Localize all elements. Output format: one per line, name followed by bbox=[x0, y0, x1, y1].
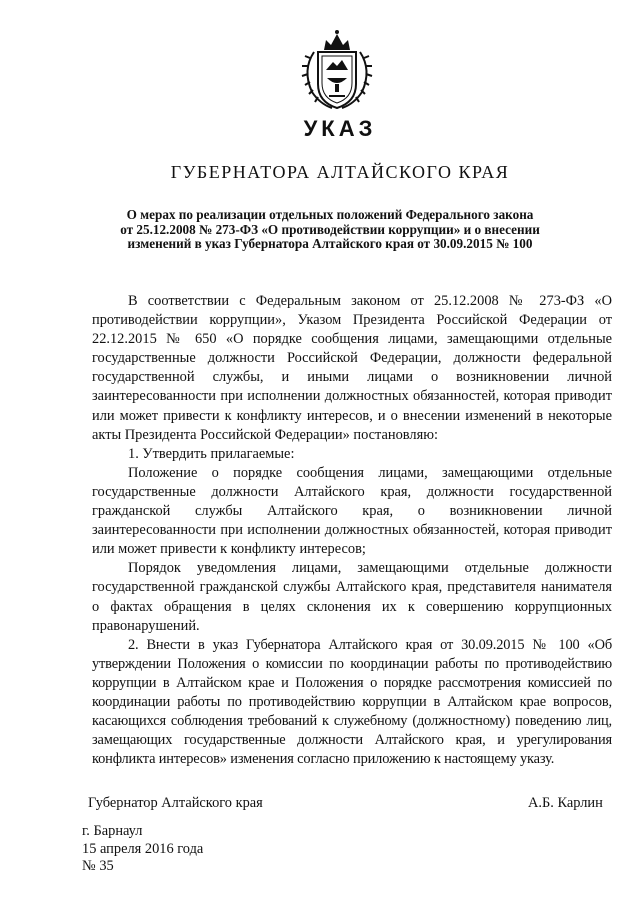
issue-details bbox=[82, 823, 203, 876]
body-item: 1. Утвердить прилагаемые: bbox=[128, 445, 295, 462]
heading-line: от 25.12.2008 № 273-ФЗ «О противодействии коррупции» и о внесении bbox=[120, 221, 540, 237]
body-paragraph: 2. Внести в указ Губернатора Алтайского края от 30.09.2015 № 100 «Об утверждении Положения о комиссии по координации работы по противодействию коррупции в Алтайском крае и Положения о порядке рассмотрения комиссией по координации работы по противодействию коррупции в Алтайском крае вопросов, касающихся соблюдения требований к служебному (должностному) поведению лиц, замещающих государственные должности Алтайского края, и урегулирования конфликта интересов» изменения согласно приложению к настоящему указу. bbox=[92, 636, 612, 768]
body-paragraph: В соответствии с Федеральным законом от 25.12.2008 № 273-ФЗ «О противодействии коррупции», Указом Президента Российской Федерации от 22.12.2015 № 650 «О порядке сообщения лицами, замещающими отдельные государственные должности Российской Федерации, должности федеральной государственной службы, и иными лицами о возникновении личной заинтересованности при исполнении должностных обязанностей, которая приводит или может привести к конфликту интересов, и о внесении изменений в некоторые акты Президента Российской Федерации» постановляю: bbox=[92, 293, 612, 443]
decree-body bbox=[92, 292, 612, 769]
altai-coat-of-arms-icon bbox=[296, 22, 378, 112]
heading-line: О мерах по реализации отдельных положений Федерального закона bbox=[126, 207, 534, 222]
issue-city: г. Барнаул bbox=[82, 823, 143, 839]
document-subtitle: ГУБЕРНАТОРА АЛТАЙСКОГО КРАЯ bbox=[170, 162, 510, 182]
body-paragraph: Порядок уведомления лицами, замещающими отдельные должности государственной гражданской службы Алтайского края, представителя нанимателя о фактах обращения в целях склонения их к совершению коррупционных правонарушений. bbox=[92, 560, 612, 634]
signatory-name: А.Б. Карлин bbox=[528, 795, 603, 811]
decree-heading bbox=[100, 208, 560, 252]
signatory-position: Губернатор Алтайского края bbox=[88, 795, 263, 811]
issue-date: 15 апреля 2016 года bbox=[82, 840, 204, 857]
body-paragraph: Положение о порядке сообщения лицами, замещающими отдельные государственные должности Алтайского края, должности государственной гражданской службы Алтайского края, о возникновении личной заинтересованности при исполнении должностных обязанностей, которая приводит или может привести к конфликту интересов; bbox=[92, 464, 612, 558]
document-title: УКАЗ bbox=[303, 116, 377, 141]
heading-line: изменений в указ Губернатора Алтайского края от 30.09.2015 № 100 bbox=[127, 236, 533, 251]
decree-number: № 35 bbox=[82, 858, 114, 874]
